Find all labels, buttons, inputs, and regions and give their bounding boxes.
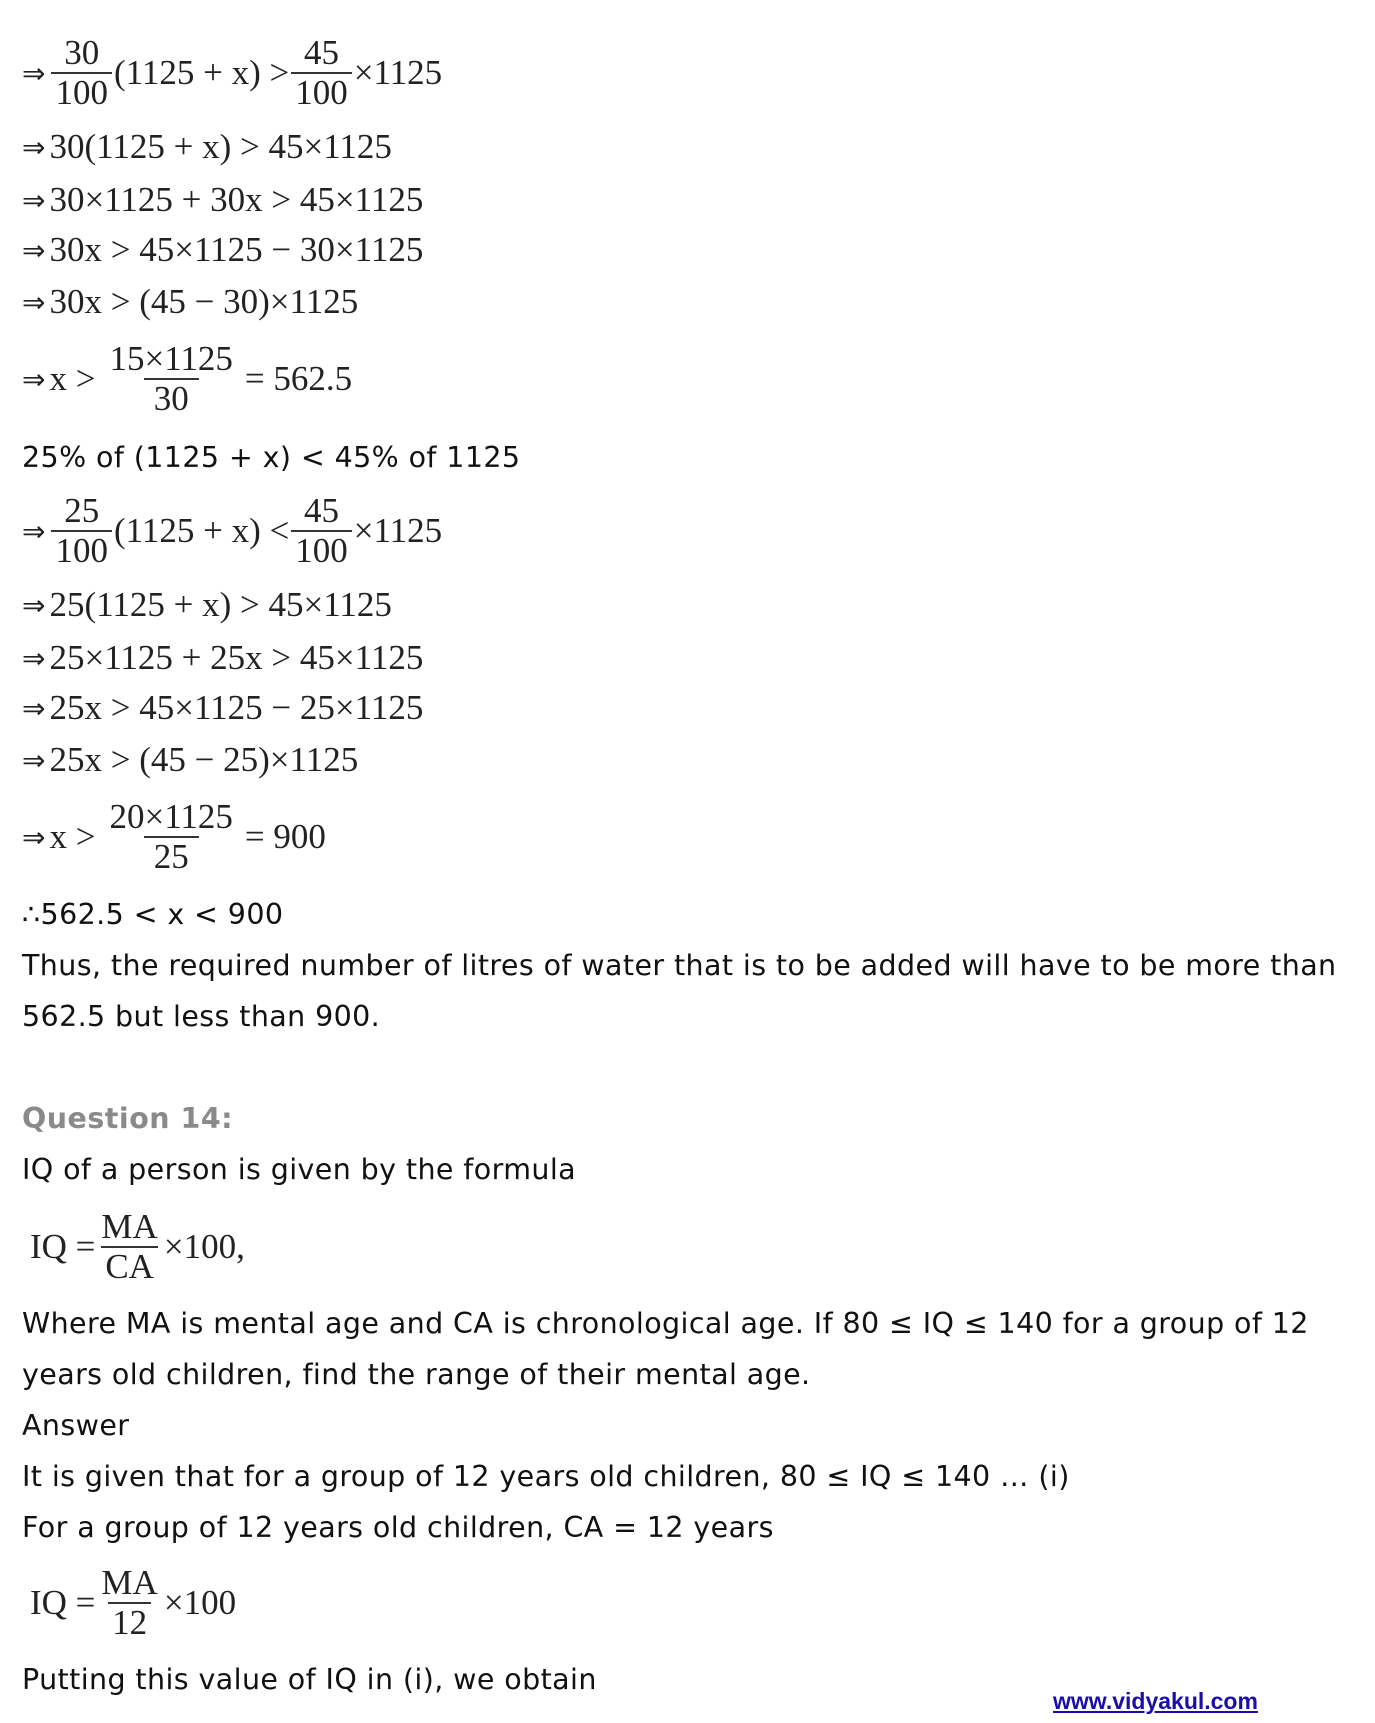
implies-symbol: ⇒ — [22, 183, 46, 217]
condition-text: 25% of (1125 + x) < 45% of 1125 — [22, 441, 521, 474]
numerator: 30 — [64, 33, 100, 72]
math-line — [22, 798, 326, 876]
expression: ×1125 — [353, 53, 443, 92]
expression: 25×1125 + 25x > 45×1125 — [49, 638, 424, 677]
math-line — [22, 282, 358, 322]
numerator: 15×1125 — [109, 339, 233, 378]
implies-symbol: ⇒ — [22, 743, 46, 777]
expression: 25(1125 + x) > 45×1125 — [49, 585, 392, 624]
fraction — [291, 492, 352, 570]
expression: (1125 + x) > — [113, 53, 290, 92]
implies-symbol: ⇒ — [22, 820, 46, 854]
expression: 25x > 45×1125 − 25×1125 — [49, 688, 424, 727]
expression: 25x > (45 − 25)×1125 — [49, 740, 359, 779]
math-line — [22, 34, 442, 112]
numerator: 45 — [303, 33, 339, 72]
expression: = 562.5 — [244, 359, 353, 398]
expression: x > — [49, 359, 96, 398]
question-heading: Question 14: — [22, 1102, 234, 1135]
denominator: 100 — [51, 72, 112, 112]
math-line — [22, 180, 423, 220]
math-line — [22, 230, 423, 270]
fraction — [99, 340, 242, 418]
math-line — [22, 740, 358, 780]
denominator: 100 — [51, 530, 112, 570]
conclusion-line: 562.5 but less than 900. — [22, 1000, 381, 1033]
implies-symbol: ⇒ — [22, 514, 46, 548]
fraction — [97, 1564, 161, 1642]
expression: IQ = — [30, 1583, 96, 1622]
math-line — [22, 638, 423, 678]
answer-text: It is given that for a group of 12 years old children, 80 ≤ IQ ≤ 140 … (i) — [22, 1460, 1070, 1493]
expression: 30x > (45 − 30)×1125 — [49, 282, 359, 321]
denominator: 100 — [291, 72, 352, 112]
expression: (1125 + x) < — [113, 511, 290, 550]
implies-symbol: ⇒ — [22, 691, 46, 725]
expression: ×100, — [163, 1227, 245, 1266]
footer-link[interactable]: www.vidyakul.com — [1053, 1688, 1258, 1714]
expression: ×100 — [163, 1583, 237, 1622]
fraction — [51, 34, 112, 112]
question-intro: IQ of a person is given by the formula — [22, 1153, 577, 1186]
denominator: 12 — [108, 1602, 151, 1642]
conclusion-line: Thus, the required number of litres of water that is to be added will have to be more than — [22, 949, 1337, 982]
implies-symbol: ⇒ — [22, 56, 46, 90]
numerator: MA — [101, 1563, 158, 1602]
answer-text: For a group of 12 years old children, CA = 12 years — [22, 1511, 774, 1544]
math-line — [22, 585, 392, 625]
range-result: ∴562.5 < x < 900 — [22, 898, 284, 931]
denominator: 100 — [291, 530, 352, 570]
denominator: 30 — [144, 378, 199, 418]
denominator: CA — [101, 1246, 158, 1286]
math-line — [22, 492, 442, 570]
expression: IQ = — [30, 1227, 96, 1266]
numerator: 45 — [303, 491, 339, 530]
numerator: MA — [101, 1207, 158, 1246]
iq-formula — [30, 1208, 245, 1286]
implies-symbol: ⇒ — [22, 641, 46, 675]
implies-symbol: ⇒ — [22, 362, 46, 396]
expression: 30(1125 + x) > 45×1125 — [49, 127, 392, 166]
implies-symbol: ⇒ — [22, 285, 46, 319]
question-text: Where MA is mental age and CA is chronological age. If 80 ≤ IQ ≤ 140 for a group of 12 — [22, 1307, 1309, 1340]
question-text: years old children, find the range of their mental age. — [22, 1358, 811, 1391]
expression: ×1125 — [353, 511, 443, 550]
math-line — [22, 127, 392, 167]
expression: = 900 — [244, 817, 326, 856]
math-line — [22, 340, 352, 418]
expression: 30x > 45×1125 − 30×1125 — [49, 230, 424, 269]
expression: x > — [49, 817, 96, 856]
answer-text: Putting this value of IQ in (i), we obtain — [22, 1663, 597, 1696]
fraction — [97, 1208, 161, 1286]
denominator: 25 — [144, 836, 199, 876]
numerator: 25 — [64, 491, 100, 530]
fraction — [51, 492, 112, 570]
fraction — [291, 34, 352, 112]
fraction — [99, 798, 242, 876]
expression: 30×1125 + 30x > 45×1125 — [49, 180, 424, 219]
iq-formula-ca — [30, 1564, 236, 1642]
answer-label: Answer — [22, 1409, 130, 1442]
implies-symbol: ⇒ — [22, 130, 46, 164]
implies-symbol: ⇒ — [22, 588, 46, 622]
math-line — [22, 688, 423, 728]
implies-symbol: ⇒ — [22, 233, 46, 267]
numerator: 20×1125 — [109, 797, 233, 836]
